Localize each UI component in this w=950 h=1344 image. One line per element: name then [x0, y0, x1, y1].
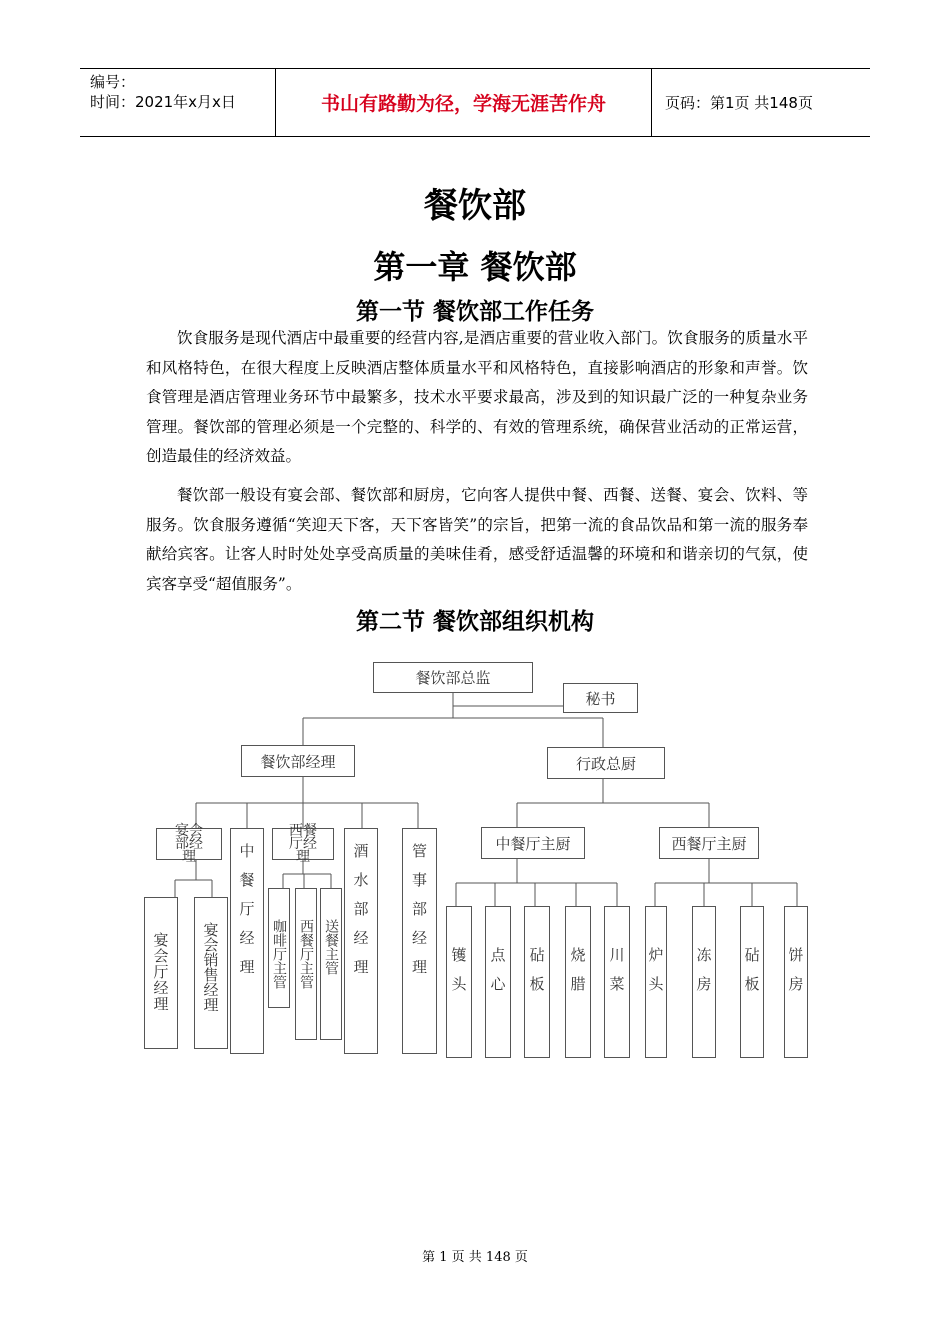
- section-1-title: 第一节 餐饮部工作任务: [355, 299, 594, 325]
- document-title: 餐饮部: [424, 186, 526, 226]
- org-manager: 餐饮部经理: [241, 745, 355, 777]
- org-western-head-chef: 西餐厅主厨: [659, 827, 759, 859]
- org-station-cold-kitchen: 冻房: [692, 906, 716, 1058]
- org-station-western-chopping-board: 砧板: [740, 906, 764, 1058]
- header-page-info: 页码：第1页 共148页: [665, 94, 813, 112]
- org-station-chopping-board: 砧板: [524, 906, 550, 1058]
- org-secretary: 秘书: [563, 683, 638, 713]
- time-label: 时间：2021年x月x日: [90, 93, 236, 111]
- org-station-pastry: 饼房: [784, 906, 808, 1058]
- paragraph-1: 饮食服务是现代酒店中最重要的经营内容,是酒店重要的营业收入部门。饮食服务的质量水平和风格特色，在很大程度上反映酒店整体质量水平和风格特色，直接影响酒店的形象和声誉。饮食管理是酒店管理业务环节中最繁多，技术水平要求最高，涉及到的知识最广泛的一种复杂业务管理。餐饮部的管理必须是一个完整的、科学的、有效的管理系统，确保营业活动的正常运营，创造最佳的经济效益。: [146, 329, 808, 465]
- org-station-bbq: 烧腊: [565, 906, 591, 1058]
- org-banquet-sales-manager: 宴会销售经理: [194, 897, 228, 1049]
- org-exec-chef: 行政总厨: [547, 747, 665, 779]
- paragraph-2: 餐饮部一般设有宴会部、餐饮部和厨房，它向客人提供中餐、西餐、送餐、宴会、饮料、等服务。饮食服务遵循“笑迎天下客，天下客皆笑”的宗旨，把第一流的食品饮品和第一流的服务奉献给宾客。让客人时时处处享受高质量的美味佳肴，感受舒适温馨的环境和和谐亲切的气氛，使宾客享受“超值服务”。: [146, 486, 808, 593]
- chapter-title: 第一章 餐饮部: [373, 248, 577, 286]
- org-station-wok: 镬头: [446, 906, 472, 1058]
- org-room-service-supervisor: 送餐主管: [320, 888, 342, 1040]
- org-director: 餐饮部总监: [373, 662, 533, 693]
- org-station-sichuan: 川菜: [604, 906, 630, 1058]
- org-western-restaurant-manager: 西餐厅经理: [272, 828, 334, 860]
- org-steward-manager: 管事部经理: [402, 828, 437, 1054]
- org-station-dim-sum: 点心: [485, 906, 511, 1058]
- number-label: 编号：: [90, 73, 136, 91]
- org-banquet-manager: 宴会部经理: [156, 828, 222, 860]
- org-coffee-shop-supervisor: 咖啡厅主管: [268, 888, 290, 1008]
- org-chinese-restaurant-manager: 中餐厅经理: [230, 828, 264, 1054]
- page-footer: 第 1 页 共 148 页: [422, 1250, 528, 1265]
- org-banquet-hall-manager: 宴会厅经理: [144, 897, 178, 1049]
- org-chinese-head-chef: 中餐厅主厨: [481, 827, 585, 859]
- header-motto: 书山有路勤为径，学海无涯苦作舟: [276, 69, 652, 136]
- org-beverage-manager: 酒水部经理: [344, 828, 378, 1054]
- org-station-stove: 炉头: [645, 906, 667, 1058]
- section-2-title: 第二节 餐饮部组织机构: [355, 609, 594, 635]
- org-western-restaurant-supervisor: 西餐厅主管: [295, 888, 317, 1040]
